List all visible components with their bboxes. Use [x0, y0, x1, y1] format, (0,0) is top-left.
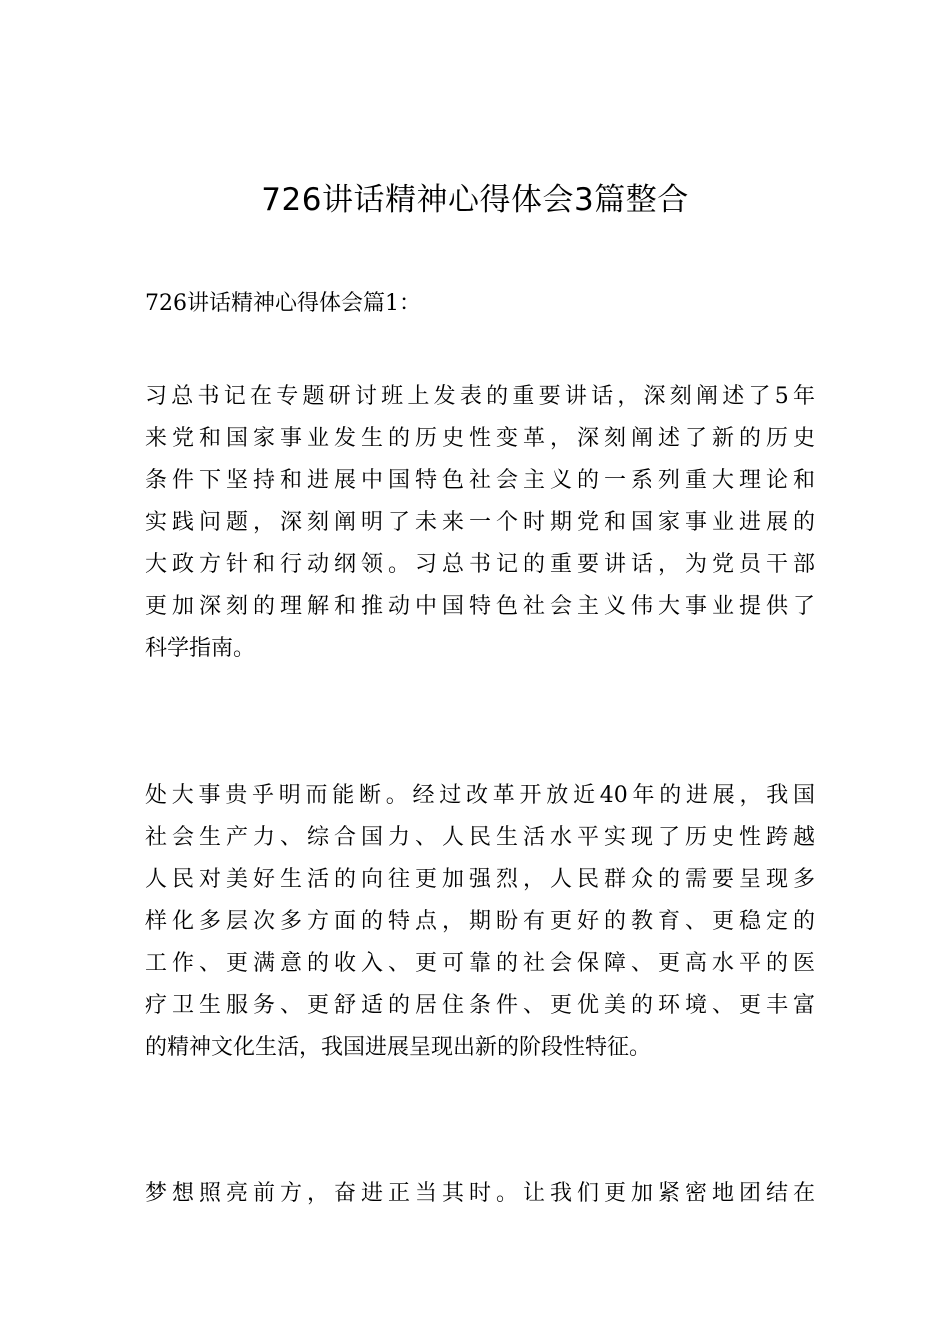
paragraph-line: 科学指南。 — [145, 636, 256, 661]
paragraph-line: 的精神文化生活，我国进展呈现出新的阶段性特征。 — [145, 1035, 652, 1060]
section-heading: 726讲话精神心得体会篇1： — [145, 291, 421, 316]
paragraph-line: 社会生产力、综合国力、人民生活水平实现了历史性跨越 — [145, 825, 815, 850]
paragraph-line: 条件下坚持和进展中国特色社会主义的一系列重大理论和 — [145, 468, 815, 493]
paragraph-line: 更加深刻的理解和推动中国特色社会主义伟大事业提供了 — [145, 594, 815, 619]
paragraph-line: 疗卫生服务、更舒适的居住条件、更优美的环境、更丰富 — [145, 993, 815, 1018]
paragraph-line: 工作、更满意的收入、更可靠的社会保障、更高水平的医 — [145, 951, 815, 976]
document-title: 726讲话精神心得体会3篇整合 — [261, 182, 689, 218]
paragraph-line: 人民对美好生活的向往更加强烈，人民群众的需要呈现多 — [145, 867, 815, 892]
paragraph-line: 处大事贵乎明而能断。经过改革开放近40年的进展，我国 — [145, 783, 815, 808]
paragraph-2 — [145, 775, 815, 1069]
paragraph-line: 来党和国家事业发生的历史性变革，深刻阐述了新的历史 — [145, 426, 815, 451]
paragraph-line: 样化多层次多方面的特点，期盼有更好的教育、更稳定的 — [145, 909, 815, 934]
paragraph-line: 梦想照亮前方，奋进正当其时。让我们更加紧密地团结在 — [145, 1181, 815, 1206]
paragraph-line: 实践问题，深刻阐明了未来一个时期党和国家事业进展的 — [145, 510, 815, 535]
paragraph-1 — [145, 376, 815, 670]
paragraph-line: 习总书记在专题研讨班上发表的重要讲话，深刻阐述了5年 — [145, 384, 815, 409]
paragraph-line: 大政方针和行动纲领。习总书记的重要讲话，为党员干部 — [145, 552, 815, 577]
paragraph-3 — [145, 1173, 815, 1215]
